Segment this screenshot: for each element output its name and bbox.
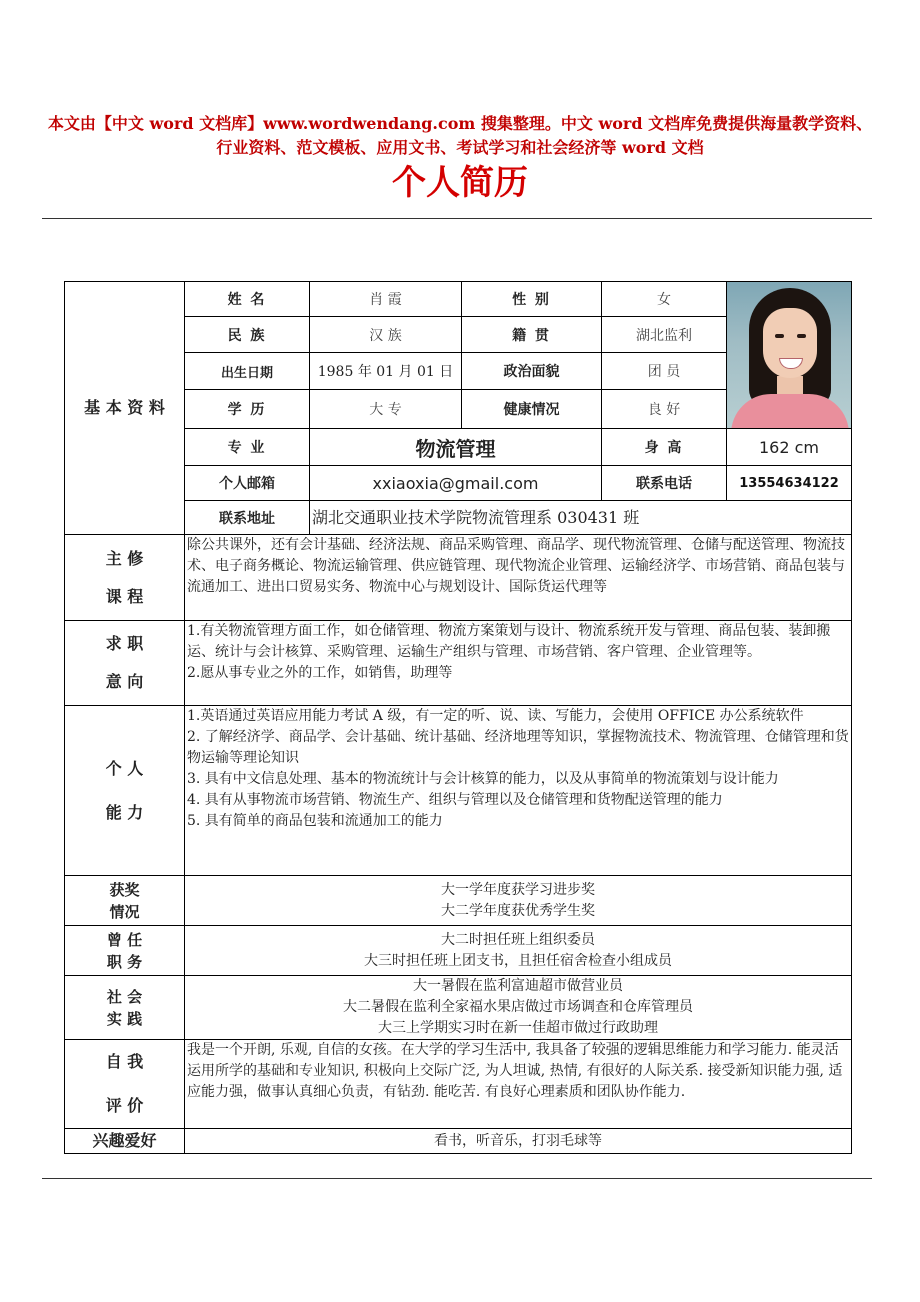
basic-info-label: 基 本 资 料 bbox=[65, 282, 185, 535]
height-value: 162 cm bbox=[727, 429, 852, 466]
practice-item: 大二暑假在监利全家福水果店做过市场调查和仓库管理员 bbox=[343, 999, 693, 1015]
intent-text bbox=[185, 621, 852, 706]
awards-text bbox=[185, 876, 852, 926]
ethnicity-value: 汉 族 bbox=[310, 317, 462, 353]
politics-label: 政治面貌 bbox=[462, 353, 602, 389]
name-value: 肖 霞 bbox=[310, 282, 462, 317]
practice-label: 社 会 实 践 bbox=[65, 976, 185, 1040]
source-banner bbox=[0, 112, 920, 160]
awards-label: 获奖 情况 bbox=[65, 876, 185, 926]
self-eval-label: 自 我 评 价 bbox=[65, 1040, 185, 1129]
intent-label: 求 职 意 向 bbox=[65, 621, 185, 706]
award-item: 大二学年度获优秀学生奖 bbox=[441, 902, 595, 919]
ability-line: 5. 具有简单的商品包装和流通加工的能力 bbox=[187, 813, 443, 829]
phone-value: 13554634122 bbox=[727, 466, 852, 501]
ability-line: 4. 具有从事物流市场营销、物流生产、组织与管理以及仓储管理和货物配送管理的能力 bbox=[187, 792, 723, 808]
gender-value: 女 bbox=[602, 282, 727, 317]
hobby-text: 看书，听音乐，打羽毛球等 bbox=[185, 1129, 852, 1154]
courses-text: 除公共课外，还有会计基础、经济法规、商品采购管理、商品学、现代物流管理、仓储与配送管理、物流技术、电子商务概论、物流运输管理、供应链管理、现代物流企业管理、运输经济学、市场营销、商品包装与流通加工、进出口贸易实务、物流中心与规划设计、国际货运代理等 bbox=[185, 535, 852, 621]
position-item: 大三时担任班上团支书，且担任宿舍检查小组成员 bbox=[364, 952, 672, 969]
ability-line: 3. 具有中文信息处理、基本的物流统计与会计核算的能力，以及从事简单的物流策划与设计能力 bbox=[187, 771, 779, 787]
origin-label: 籍 贯 bbox=[462, 317, 602, 353]
health-label: 健康情况 bbox=[462, 389, 602, 428]
ability-line: 1.英语通过英语应用能力考试 A 级，有一定的听、说、读、写能力，会使用 OFFICE 办公系统软件 bbox=[187, 708, 804, 724]
address-label: 联系地址 bbox=[185, 501, 310, 535]
ethnicity-label: 民 族 bbox=[185, 317, 310, 353]
address-value: 湖北交通职业技术学院物流管理系 030431 班 bbox=[310, 501, 852, 535]
email-label: 个人邮箱 bbox=[185, 466, 310, 501]
photo-cell bbox=[727, 282, 852, 429]
positions-text bbox=[185, 926, 852, 976]
education-value: 大 专 bbox=[310, 389, 462, 428]
email-value: xxiaoxia@gmail.com bbox=[310, 466, 602, 501]
phone-label: 联系电话 bbox=[602, 466, 727, 501]
practice-item: 大三上学期实习时在新一佳超市做过行政助理 bbox=[378, 1020, 658, 1036]
gender-label: 性 别 bbox=[462, 282, 602, 317]
resume-table bbox=[64, 281, 852, 1154]
hobby-label: 兴趣爱好 bbox=[65, 1129, 185, 1154]
courses-label: 主 修 课 程 bbox=[65, 535, 185, 621]
ability-line: 2. 了解经济学、商品学、会计基础、统计基础、经济地理等知识，掌握物流技术、物流管理、仓储管理和货物运输等理论知识 bbox=[187, 729, 849, 766]
page-title: 个人简历 bbox=[392, 163, 528, 203]
banner-line-2: 行业资料、范文模板、应用文书、考试学习和社会经济等 word 文档 bbox=[216, 138, 704, 157]
intent-line: 1.有关物流管理方面工作，如仓储管理、物流方案策划与设计、物流系统开发与管理、商品包装、装卸搬运、统计与会计核算、采购管理、运输生产组织与管理、市场营销、客户管理、企业管理等。 bbox=[187, 623, 831, 660]
politics-value: 团 员 bbox=[602, 353, 727, 389]
name-label: 姓 名 bbox=[185, 282, 310, 317]
practice-text bbox=[185, 976, 852, 1040]
practice-item: 大一暑假在监利富迪超市做营业员 bbox=[413, 978, 623, 994]
award-item: 大一学年度获学习进步奖 bbox=[441, 881, 595, 898]
birth-value: 1985 年 01 月 01 日 bbox=[310, 353, 462, 389]
ability-text bbox=[185, 706, 852, 876]
origin-value: 湖北监利 bbox=[602, 317, 727, 353]
health-value: 良 好 bbox=[602, 389, 727, 428]
banner-line-1: 本文由【中文 word 文档库】www.wordwendang.com 搜集整理。中文 word 文档库免费提供海量教学资料、 bbox=[47, 114, 873, 133]
intent-line: 2.愿从事专业之外的工作，如销售，助理等 bbox=[187, 665, 453, 681]
major-value: 物流管理 bbox=[310, 429, 602, 466]
education-label: 学 历 bbox=[185, 389, 310, 428]
height-label: 身 高 bbox=[602, 429, 727, 466]
position-item: 大二时担任班上组织委员 bbox=[441, 931, 595, 948]
self-eval-text: 我是一个开朗, 乐观, 自信的女孩。在大学的学习生活中, 我具备了较强的逻辑思维能力和学习能力. 能灵活运用所学的基础和专业知识, 积极向上交际广泛, 为人坦诚, 热情, 有很好的人际关系. 接受新知识能力强, 适应能力强，做事认真细心负责，有钻劲. 能吃苦. 有良好心理素质和团队协作能力. bbox=[185, 1040, 852, 1129]
positions-label: 曾 任 职 务 bbox=[65, 926, 185, 976]
major-label: 专 业 bbox=[185, 429, 310, 466]
profile-photo bbox=[727, 282, 851, 428]
ability-label: 个 人 能 力 bbox=[65, 706, 185, 876]
bottom-divider bbox=[42, 1178, 872, 1179]
birth-label: 出生日期 bbox=[185, 353, 310, 389]
top-divider bbox=[42, 218, 872, 219]
